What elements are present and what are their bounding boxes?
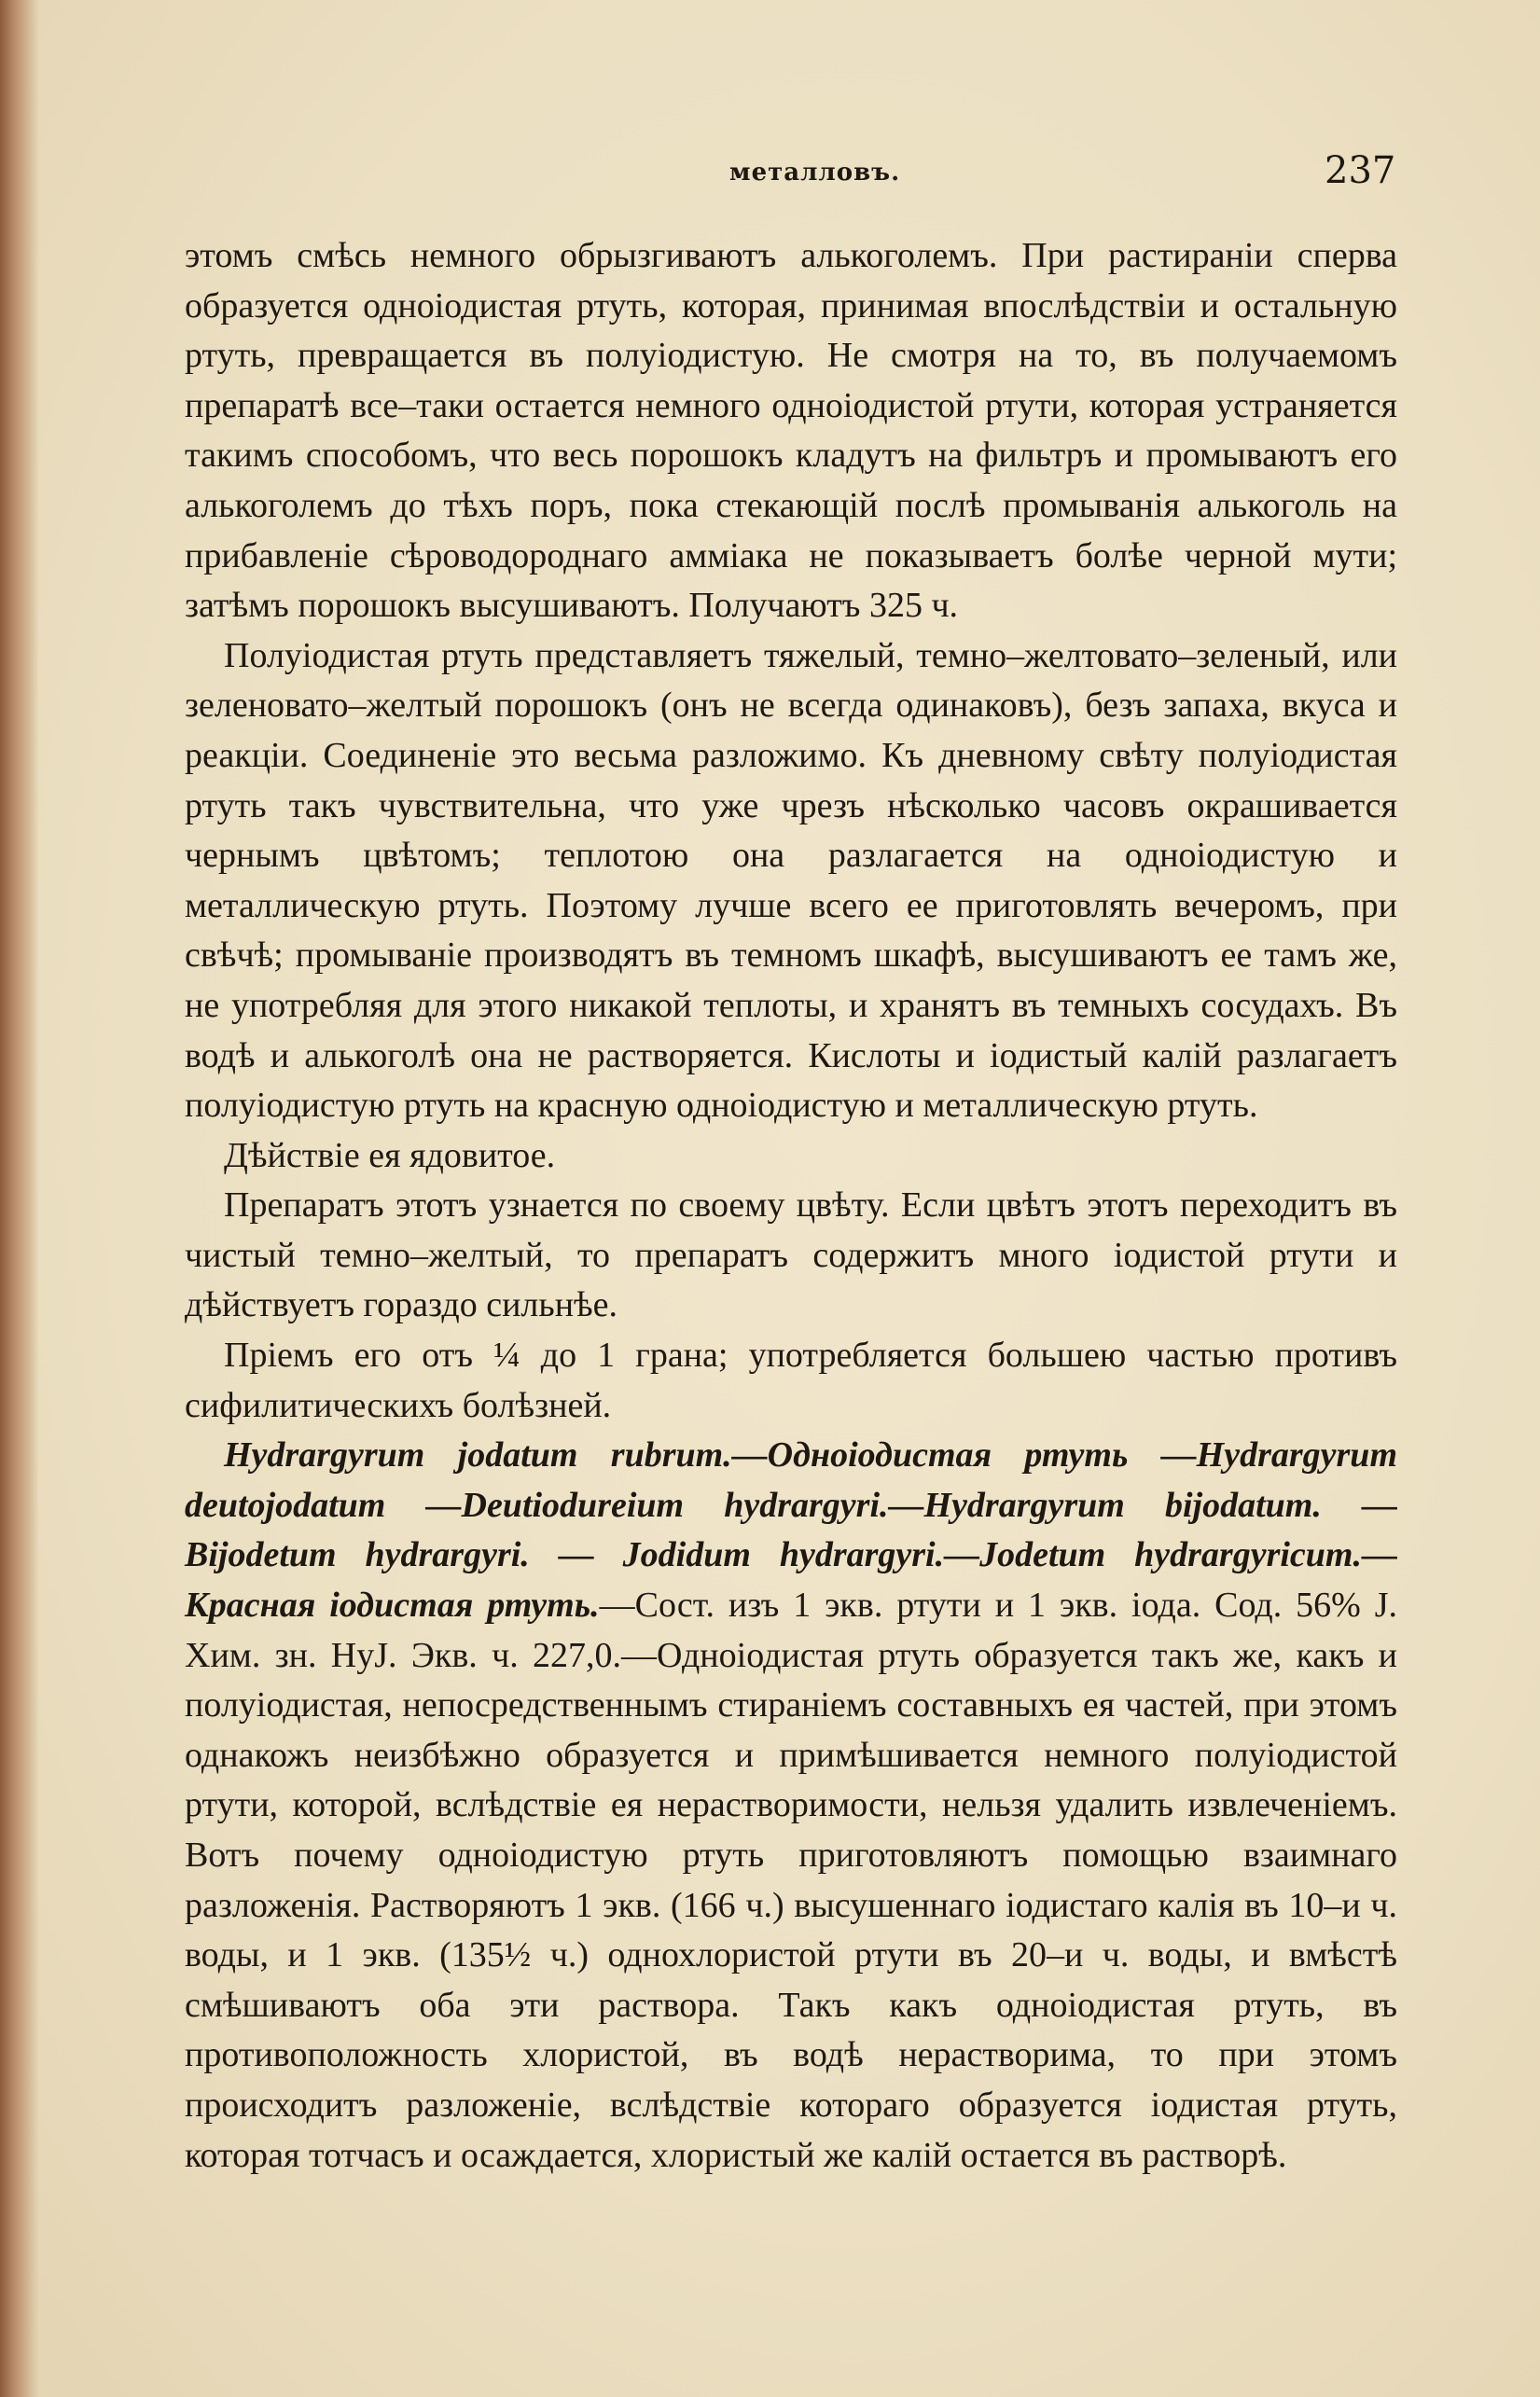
entry-paragraph (185, 1431, 1397, 2181)
entry-names: Hydrargyrum jodatum rubrum.—Одноіодистая ртуть —Hydrargyrum deutojodatum —Deutiodureium hydrargyri.—Hydrargyrum bijodatum. — Bijodetum hydrargyri. — Jodidum hydrargyri.—Jodetum hydrargyricum.—Красная іодистая ртуть. (185, 1435, 1397, 1626)
paragraph-action: Дѣйствіе ея ядовитое. (224, 1135, 556, 1175)
page-number: 237 (1325, 149, 1396, 192)
entry-text: —Сост. изъ 1 экв. ртути и 1 экв. іода. Сод. 56% J. Хим. зн. HyJ. Экв. ч. 227,0.—Одноіодистая ртуть образуется такъ же, какъ и полуіодистая, непосредственнымъ стираніемъ составныхъ ея частей, при этомъ однакожъ неизбѣжно образуется и примѣшивается немного полуіодистой ртути, которой, вслѣдствіе ея нерастворимости, нельзя удалить извлеченіемъ. Вотъ почему одноіодистую ртуть приготовляютъ помощью взаимнаго разложенія. Растворяютъ 1 экв. (166 ч.) высушеннаго іодистаго калія въ 10–и ч. воды, и 1 экв. (135½ ч.) однохлористой ртути въ 20–и ч. воды, и вмѣстѣ смѣшиваютъ оба эти раствора. Такъ какъ одноіодистая ртуть, въ противоположность хлористой, въ водѣ нерастворима, то при этомъ происходитъ разложеніе, вслѣдствіе котораго образуется іодистая ртуть, которая тотчасъ и осаждается, хлористый же калій остается въ растворѣ. (185, 1586, 1397, 2175)
paragraph-continuation: этомъ смѣсь немного обрызгиваютъ алькоголемъ. При растираніи сперва образуется одноіодистая ртуть, которая, принимая впослѣдствіи и остальную ртуть, превращается въ полуіодистую. Не смотря на то, въ получаемомъ препаратѣ все–таки остается немного одноіодистой ртути, которая устраняется такимъ способомъ, что весь порошокъ кладутъ на фильтръ и промываютъ его алькоголемъ до тѣхъ поръ, пока стекающій послѣ промыванія алькоголь на прибавленіе сѣроводороднаго амміака не показываетъ болѣе черной мути; затѣмъ порошокъ высушиваютъ. Получаютъ 325 ч. (185, 236, 1397, 626)
page-body (185, 231, 1397, 2181)
paragraph-description: Полуіодистая ртуть представляетъ тяжелый, темно–желтовато–зеленый, или зеленовато–желтый порошокъ (онъ не всегда одинаковъ), безъ запаха, вкуса и реакціи. Соединеніе это весьма разложимо. Къ дневному свѣту полуіодистая ртуть такъ чувствительна, что уже чрезъ нѣсколько часовъ окрашивается чернымъ цвѣтомъ; теплотою она разлагается на одноіодистую и металлическую ртуть. Поэтому лучше всего ее приготовлять вечеромъ, при свѣчѣ; промываніе производятъ въ темномъ шкафѣ, высушиваютъ ее тамъ же, не употребляя для этого никакой теплоты, и хранятъ въ темныхъ сосудахъ. Въ водѣ и алькоголѣ она не растворяется. Кислоты и іодистый калій разлагаетъ полуіодистую ртуть на красную одноіодистую и металлическую ртуть. (185, 635, 1397, 1126)
running-head: металловъ. (729, 159, 901, 187)
paragraph-identification: Препаратъ этотъ узнается по своему цвѣту. Если цвѣтъ этотъ переходитъ въ чистый темно–желтый, то препаратъ содержитъ много іодистой ртути и дѣйствуетъ гораздо сильнѣе. (185, 1185, 1397, 1325)
paragraph-dosage: Пріемъ его отъ ¼ до 1 грана; употребляется большею частью противъ сифилитическихъ болѣзней. (185, 1336, 1397, 1425)
book-spine-shadow (0, 0, 39, 2397)
